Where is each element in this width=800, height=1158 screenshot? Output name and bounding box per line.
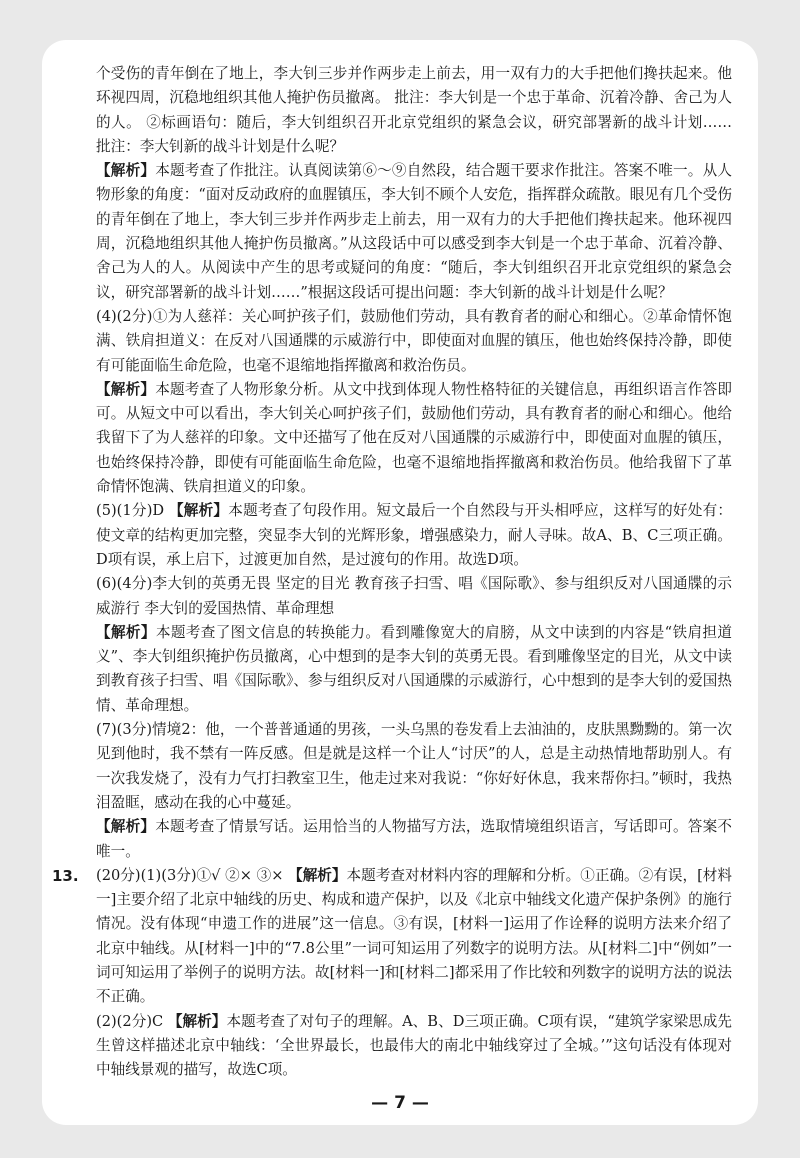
analysis-tag: 【解析】 <box>168 502 229 520</box>
analysis-text: 本题考查了对句子的理解。A、B、D三项正确。C项有误，“建筑学家梁思成先生曾这样描述北京中轴线：‘全世界最长，也最伟大的南北中轴线穿过了全城。’”这句话没有体现对中轴线景观的描写，故选C项。 <box>96 1012 732 1079</box>
answer-4: (4)(2分)①为人慈祥：关心呵护孩子们，鼓励他们劳动，具有教育者的耐心和细心。②革命情怀饱满、铁肩担道义：在反对八国通牒的示威游行中，即使面对血腥的镇压，他也始终保持冷静，即使有可能面临生命危险，也毫不退缩地指挥撤离和救治伤员。 <box>96 307 732 374</box>
analysis-text: 本题考查了情景写话。运用恰当的人物描写方法，选取情境组织语言，写话即可。答案不唯一。 <box>96 818 732 860</box>
answer-text: (5)(1分)D <box>96 502 169 520</box>
analysis-4 <box>96 378 732 499</box>
answer-6: (6)(4分)李大钊的英勇无畏 坚定的目光 教育孩子扫雪、唱《国际歌》、参与组织反对八国通牒的示威游行 李大钊的爱国热情、革命理想 <box>96 575 732 617</box>
answer-5 <box>96 499 732 572</box>
analysis-tag: 【解析】 <box>96 162 156 180</box>
answer-page <box>42 40 758 1125</box>
question-number: 13. <box>52 866 79 885</box>
answer-text: (20分)(1)(3分)①√ ②× ③× <box>96 866 289 884</box>
analysis-7 <box>96 815 732 864</box>
analysis-text: 本题考查了图文信息的转换能力。看到雕像宽大的肩膀，从文中读到的内容是“铁肩担道义”、李大钊组织掩护伤员撤离，心中想到的是李大钊的英勇无畏。看到雕像坚定的目光，从文中读到教育孩子扫雪、唱《国际歌》、参与组织反对八国通牒的示威游行，心中想到的是李大钊的爱国热情、革命理想。 <box>96 623 732 714</box>
analysis-tag: 【解析】 <box>96 623 156 641</box>
question-13-answer-1 <box>52 864 732 1010</box>
question-13-answer-2 <box>96 1010 732 1083</box>
answer-3-continued: 个受伤的青年倒在了地上，李大钊三步并作两步走上前去，用一双有力的大手把他们搀扶起来。他环视四周，沉稳地组织其他人掩护伤员撤离。 批注：李大钊是一个忠于革命、沉着冷静、舍己为人的人。 ②标画语句：随后，李大钊组织召开北京党组织的紧急会议，研究部署新的战斗计划…… 批注：李大钊新的战斗计划是什么呢？ <box>96 65 732 155</box>
analysis-text: 本题考查了作批注。认真阅读第⑥～⑨自然段，结合题干要求作批注。答案不唯一。从人物形象的角度：“面对反动政府的血腥镇压，李大钊不顾个人安危，指挥群众疏散。眼见有几个受伤的青年倒在了地上，李大钊三步并作两步走上前去，用一双有力的大手把他们搀扶起来。他环视四周，沉稳地组织其他人掩护伤员撤离。”从这段话中可以感受到李大钊是一个忠于革命、沉着冷静、舍己为人的人。从阅读中产生的思考或疑问的角度：“随后，李大钊组织召开北京党组织的紧急会议，研究部署新的战斗计划……”根据这段话可提出问题：李大钊新的战斗计划是什么呢？ <box>96 162 732 301</box>
analysis-6 <box>96 621 732 718</box>
analysis-3 <box>96 159 732 305</box>
analysis-tag: 【解析】 <box>96 818 156 836</box>
analysis-tag: 【解析】 <box>167 1012 227 1030</box>
analysis-tag: 【解析】 <box>288 866 347 884</box>
analysis-text: 本题考查了句段作用。短文最后一个自然段与开头相呼应，这样写的好处有：使文章的结构更加完整，突显李大钊的光辉形象，增强感染力，耐人寻味。故A、B、C三项正确。D项有误，承上启下，过渡更加自然，是过渡句的作用。故选D项。 <box>96 502 732 568</box>
analysis-tag: 【解析】 <box>96 380 156 398</box>
answer-text: (2)(2分)C <box>96 1012 168 1030</box>
analysis-text: 本题考查了人物形象分析。从文中找到体现人物性格特征的关键信息，再组织语言作答即可。从短文中可以看出，李大钊关心呵护孩子们，鼓励他们劳动，具有教育者的耐心和细心。他给我留下了为人慈祥的印象。文中还描写了他在反对八国通牒的示威游行中，即使面对血腥的镇压，也始终保持冷静，即使有可能面临生命危险，也毫不退缩地指挥撤离和救治伤员。他给我留下了革命情怀饱满、铁肩担道义的印象。 <box>96 380 732 496</box>
analysis-text: 本题考查对材料内容的理解和分析。①正确。②有误，[材料一]主要介绍了北京中轴线的历史、构成和遗产保护，以及《北京中轴线文化遗产保护条例》的施行情况。没有体现“申遗工作的进展”这一信息。③有误，[材料一]运用了作诠释的说明方法来介绍了北京中轴线。从[材料一]中的“7.8公里”一词可知运用了列数字的说明方法。从[材料二]中“例如”一词可知运用了举例子的说明方法。故[材料一]和[材料二]都采用了作比较和列数字的说明方法的说法不正确。 <box>96 866 732 1006</box>
page-number: — 7 — <box>371 1093 429 1113</box>
answer-7: (7)(3分)情境2：他，一个普普通通的男孩，一头乌黑的卷发看上去油油的，皮肤黑黝黝的。第一次见到他时，我不禁有一阵反感。但是就是这样一个让人“讨厌”的人，总是主动热情地帮助别人。有一次我发烧了，没有力气打扫教室卫生，他走过来对我说：“你好好休息，我来帮你扫。”顿时，我热泪盈眶，感动在我的心中蔓延。 <box>96 721 732 811</box>
